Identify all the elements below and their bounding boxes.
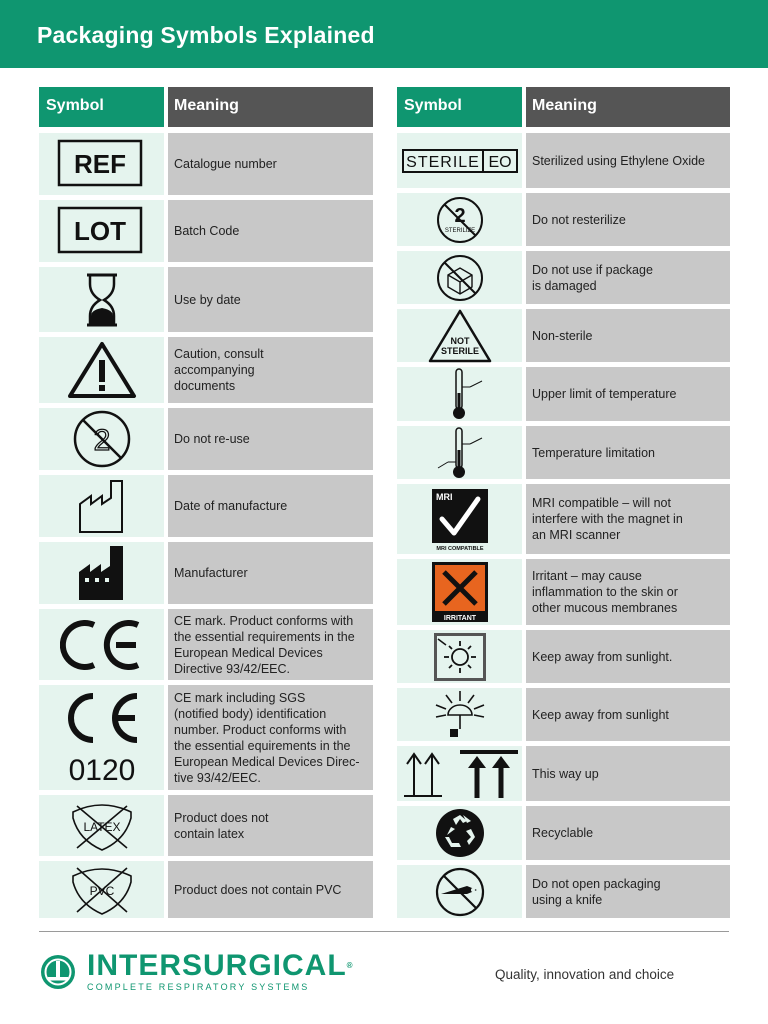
meaning-cell bbox=[526, 630, 730, 683]
meaning-line: European Medical Devices Direc- bbox=[174, 754, 360, 769]
this-way-up-icon bbox=[400, 748, 520, 800]
symbol-cell bbox=[397, 133, 522, 188]
table-row bbox=[397, 806, 730, 860]
meaning-line: documents bbox=[174, 379, 236, 393]
meaning-line: Irritant – may cause bbox=[532, 569, 642, 583]
meaning-line: number. Product conforms with bbox=[174, 722, 347, 737]
symbol-cell bbox=[397, 559, 522, 625]
meaning-line: (notified body) identification bbox=[174, 706, 327, 721]
symbol-cell bbox=[39, 685, 164, 790]
mri-label: MRI bbox=[435, 492, 452, 502]
meaning-line: Do not open packaging bbox=[532, 876, 661, 891]
meaning-line: MRI compatible – will not bbox=[532, 496, 671, 510]
sterile-sublabel: STERILE bbox=[440, 345, 479, 356]
meaning-line: Manufacturer bbox=[174, 566, 248, 580]
meaning-column-header: Meaning bbox=[526, 87, 730, 127]
meaning-line: tive 93/42/EEC. bbox=[174, 770, 261, 785]
keep-from-sunlight-box-icon bbox=[432, 631, 488, 683]
table-row bbox=[39, 267, 373, 332]
meaning-cell bbox=[526, 484, 730, 554]
table-row bbox=[397, 367, 730, 421]
table-row bbox=[397, 133, 730, 188]
symbol-cell bbox=[397, 193, 522, 246]
latex-label: LATEX bbox=[82, 819, 121, 834]
warning-triangle-icon bbox=[66, 340, 138, 400]
meaning-line: Non-sterile bbox=[532, 328, 593, 343]
meaning-cell bbox=[526, 746, 730, 801]
table-row bbox=[39, 337, 373, 403]
meaning-line: Catalogue number bbox=[174, 157, 277, 171]
meaning-line: the essential equirements in the bbox=[174, 738, 351, 753]
symbol-cell bbox=[397, 806, 522, 860]
svg-text:2: 2 bbox=[453, 204, 466, 227]
meaning-cell bbox=[168, 200, 373, 262]
meaning-line: interfere with the magnet in bbox=[532, 512, 683, 526]
meaning-cell bbox=[526, 309, 730, 362]
symbol-cell bbox=[39, 795, 164, 856]
table-row bbox=[397, 746, 730, 801]
meaning-line: Directive 93/42/EEC. bbox=[174, 661, 291, 676]
symbol-cell bbox=[397, 746, 522, 801]
symbol-cell bbox=[397, 688, 522, 741]
brand-name: INTERSURGICAL® bbox=[87, 949, 354, 982]
table-row bbox=[397, 865, 730, 918]
symbol-cell bbox=[39, 609, 164, 680]
meaning-cell bbox=[526, 426, 730, 479]
upper-temperature-icon bbox=[434, 367, 486, 421]
meaning-cell bbox=[168, 861, 373, 918]
meaning-line: Keep away from sunlight bbox=[532, 707, 669, 722]
meaning-line: Recyclable bbox=[532, 826, 594, 840]
meaning-cell bbox=[526, 865, 730, 918]
meaning-cell bbox=[168, 685, 373, 790]
meaning-cell bbox=[168, 795, 373, 856]
footer-divider bbox=[39, 931, 729, 932]
mri-compatible-label: MRI COMPATIBLE bbox=[435, 546, 484, 551]
no-latex-icon bbox=[69, 798, 135, 854]
ce-0120-icon bbox=[57, 690, 147, 786]
meaning-line: the essential requirements in the bbox=[174, 629, 355, 644]
lot-icon bbox=[57, 206, 147, 256]
table-row bbox=[397, 251, 730, 304]
symbol-cell bbox=[397, 309, 522, 362]
table-row bbox=[39, 475, 373, 537]
meaning-line: Do not re-use bbox=[174, 432, 250, 446]
meaning-line: Do not use if package bbox=[532, 262, 653, 277]
title-banner bbox=[0, 0, 768, 68]
manufacturer-icon bbox=[77, 544, 127, 602]
table-row bbox=[39, 609, 373, 680]
meaning-line: accompanying bbox=[174, 363, 255, 377]
right-symbol-table bbox=[397, 87, 731, 922]
meaning-line: Date of manufacture bbox=[174, 499, 288, 513]
not-label: NOT bbox=[450, 335, 469, 346]
symbol-cell bbox=[397, 865, 522, 918]
svg-text:2: 2 bbox=[93, 424, 110, 457]
brand-subtitle: COMPLETE RESPIRATORY SYSTEMS bbox=[87, 982, 310, 992]
table-row bbox=[397, 630, 730, 683]
meaning-line: Temperature limitation bbox=[532, 445, 655, 460]
symbol-cell bbox=[39, 337, 164, 403]
symbol-cell bbox=[39, 267, 164, 332]
meaning-line: Keep away from sunlight. bbox=[532, 649, 673, 664]
lot-label: LOT bbox=[73, 216, 126, 246]
table-row bbox=[39, 861, 373, 918]
symbol-cell bbox=[397, 251, 522, 304]
meaning-line: other mucous membranes bbox=[532, 601, 678, 615]
meaning-cell bbox=[526, 193, 730, 246]
table-row bbox=[397, 688, 730, 741]
meaning-line: Do not resterilize bbox=[532, 212, 626, 227]
left-table-header bbox=[39, 87, 373, 127]
meaning-cell bbox=[526, 251, 730, 304]
do-not-resterilize-icon bbox=[434, 195, 486, 245]
right-table-header bbox=[397, 87, 731, 127]
meaning-line: Sterilized using Ethylene Oxide bbox=[532, 153, 706, 168]
symbol-cell bbox=[397, 367, 522, 421]
sterile-eo-icon bbox=[401, 148, 519, 174]
meaning-line: an MRI scanner bbox=[532, 528, 621, 542]
notified-body-number: 0120 bbox=[68, 753, 135, 786]
meaning-column-header: Meaning bbox=[168, 87, 373, 127]
table-row bbox=[397, 193, 730, 246]
no-pvc-icon bbox=[69, 862, 135, 918]
symbol-cell bbox=[39, 408, 164, 470]
meaning-line: using a knife bbox=[532, 892, 603, 907]
table-row bbox=[39, 685, 373, 790]
table-row bbox=[397, 484, 730, 554]
ref-label: REF bbox=[73, 149, 126, 179]
symbol-cell bbox=[39, 475, 164, 537]
table-row bbox=[39, 133, 373, 195]
damaged-package-icon bbox=[434, 253, 486, 303]
meaning-line: contain latex bbox=[174, 826, 245, 841]
meaning-line: European Medical Devices bbox=[174, 645, 323, 660]
symbol-column-header: Symbol bbox=[397, 87, 522, 127]
meaning-line: is damaged bbox=[532, 278, 597, 293]
recyclable-icon bbox=[433, 807, 487, 859]
symbol-cell bbox=[397, 426, 522, 479]
tagline: Quality, innovation and choice bbox=[495, 967, 675, 982]
symbol-cell bbox=[39, 133, 164, 195]
ce-mark-icon bbox=[60, 617, 144, 673]
irritant-label: IRRITANT bbox=[443, 615, 476, 622]
symbol-cell bbox=[39, 542, 164, 604]
eo-label: EO bbox=[487, 153, 512, 171]
meaning-line: Upper limit of temperature bbox=[532, 387, 677, 401]
meaning-cell bbox=[526, 133, 730, 188]
symbol-cell bbox=[39, 861, 164, 918]
do-not-reuse-icon bbox=[70, 409, 134, 469]
symbol-cell bbox=[397, 630, 522, 683]
date-of-manufacture-icon bbox=[77, 478, 127, 534]
meaning-cell bbox=[168, 133, 373, 195]
meaning-cell bbox=[526, 806, 730, 860]
meaning-line: Product does not contain PVC bbox=[174, 882, 342, 897]
meaning-line: CE mark including SGS bbox=[174, 690, 306, 705]
meaning-cell bbox=[168, 475, 373, 537]
mri-compatible-icon bbox=[430, 487, 490, 551]
no-knife-icon bbox=[433, 866, 487, 918]
table-row bbox=[397, 309, 730, 362]
symbol-cell bbox=[39, 200, 164, 262]
meaning-line: Batch Code bbox=[174, 224, 240, 238]
sterilize-label: STERILIZE bbox=[444, 227, 475, 234]
meaning-line: Product does not bbox=[174, 810, 269, 825]
meaning-cell bbox=[168, 542, 373, 604]
table-row bbox=[397, 559, 730, 625]
table-row bbox=[39, 200, 373, 262]
table-row bbox=[39, 542, 373, 604]
pvc-label: PVC bbox=[89, 883, 114, 898]
hourglass-icon bbox=[82, 272, 122, 328]
non-sterile-icon bbox=[428, 309, 492, 363]
table-row bbox=[39, 408, 373, 470]
meaning-line: inflammation to the skin or bbox=[532, 585, 678, 599]
meaning-cell bbox=[168, 408, 373, 470]
temperature-limit-icon bbox=[434, 426, 486, 480]
meaning-cell bbox=[168, 337, 373, 403]
intersurgical-logo-icon bbox=[39, 953, 77, 991]
meaning-cell bbox=[526, 367, 730, 421]
ref-icon bbox=[57, 139, 147, 189]
meaning-line: This way up bbox=[532, 766, 599, 781]
left-symbol-table bbox=[39, 87, 373, 922]
page-title: Packaging Symbols Explained bbox=[37, 22, 375, 48]
meaning-line: CE mark. Product conforms with bbox=[174, 613, 354, 628]
meaning-cell bbox=[168, 609, 373, 680]
symbol-column-header: Symbol bbox=[39, 87, 164, 127]
meaning-line: Use by date bbox=[174, 292, 241, 307]
meaning-cell bbox=[526, 688, 730, 741]
table-row bbox=[39, 795, 373, 856]
brand-logo bbox=[39, 951, 354, 992]
meaning-line: Caution, consult bbox=[174, 347, 264, 361]
meaning-cell bbox=[526, 559, 730, 625]
sterile-label: STERILE bbox=[405, 153, 480, 171]
symbol-cell bbox=[397, 484, 522, 554]
meaning-cell bbox=[168, 267, 373, 332]
irritant-icon bbox=[430, 560, 490, 624]
table-row bbox=[397, 426, 730, 479]
keep-from-sunlight-icon bbox=[430, 689, 490, 741]
